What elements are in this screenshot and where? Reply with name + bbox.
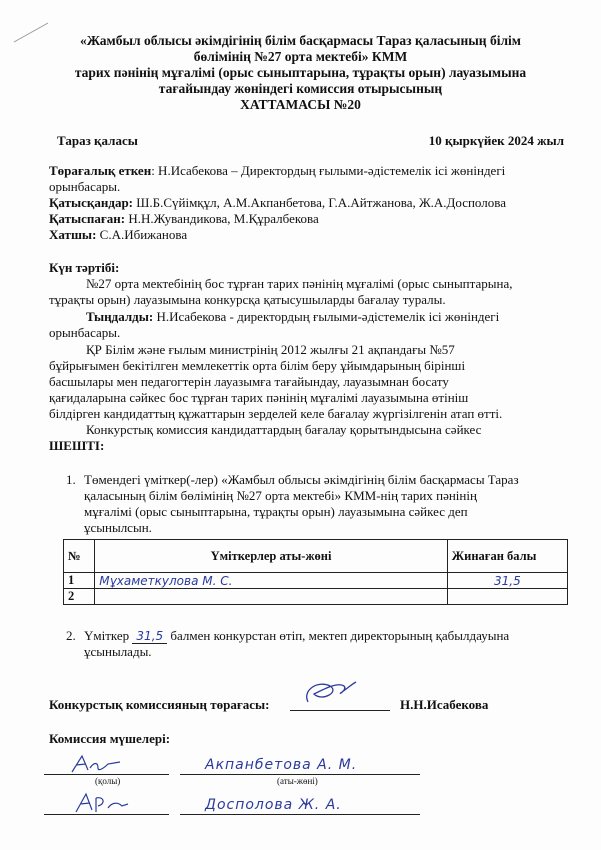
agenda-label: Күн тәртібі:: [49, 260, 120, 275]
item1-line2: қаласының білім бөлімінің №27 орта мектебі» КММ-нің тарих пәнінің: [84, 488, 477, 503]
row-score: 31,5: [447, 573, 567, 589]
member1-sign-line: [44, 774, 169, 775]
row-name: Мұхаметкулова М. С.: [95, 573, 447, 589]
date: 10 қыркүйек 2024 жыл: [428, 133, 564, 148]
sign-caption: (қолы): [95, 776, 121, 786]
item2-score: 31,5: [132, 629, 167, 644]
member2-signature: [72, 790, 132, 816]
agenda-p1-line2: тұрақты орын) лауазымына конкурсқа қатысушыларды бағалау туралы.: [49, 292, 446, 307]
row-number: 2: [64, 589, 95, 605]
present-label: Қатысқандар:: [49, 195, 134, 210]
header-title: ХАТТАМАСЫ №20: [240, 97, 361, 112]
member2-name: Досполова Ж. А.: [205, 797, 342, 813]
col-name-header: Үміткерлер аты-жөні: [95, 540, 447, 573]
chair-line-2: орынбасары.: [49, 179, 121, 194]
table-header-row: [64, 540, 568, 573]
header-line-4: тағайындау жөніндегі комиссия отырысының: [158, 81, 443, 96]
secretary-label: Хатшы:: [49, 227, 97, 242]
chair-signature-line: [290, 710, 390, 711]
chair-name: Н.Н.Исабекова: [400, 697, 489, 712]
heard-text: Н.Исабекова - директордың ғылыми-әдістемелік ісі жөніндегі: [153, 309, 500, 324]
member2-name-line: [180, 814, 420, 815]
col-score-header: Жинаған балы: [447, 540, 567, 573]
heard-line: [86, 309, 499, 324]
header-line-1: «Жамбыл облысы әкімдігінің білім басқармасы Тараз қаласының білім: [80, 33, 521, 48]
absent-label: Қатыспаған:: [49, 211, 126, 226]
heard-line-2: орынбасары.: [49, 325, 121, 340]
header-line-2: бөлімінің №27 орта мектебі» КММ: [193, 49, 408, 64]
agenda-p2-line2: бұйрығымен бекітілген мемлекеттік орта білім беру ұйымдарының бірінші: [49, 358, 466, 373]
item2-number: 2.: [66, 628, 76, 643]
secretary-line: [49, 227, 187, 242]
row-name: [95, 589, 447, 605]
item2-post: балмен конкурстан өтіп, мектеп директорының қабылдауына: [167, 628, 510, 643]
item2-line2: ұсынылады.: [84, 644, 152, 659]
chair-signature: [300, 676, 360, 710]
row-score: [447, 589, 567, 605]
item1-line1: Төмендегі үміткер(-лер) «Жамбыл облысы әкімдігінің білім басқармасы Тараз: [84, 472, 519, 487]
city: Тараз қаласы: [57, 133, 138, 148]
item2-pre: Үміткер: [84, 628, 133, 643]
header-line-3: тарих пәнінің мұғалімі (орыс сыныптарына, тұрақты орын) лауазымына: [74, 65, 527, 80]
chair-line: [49, 163, 505, 178]
decided-label: ШЕШТІ:: [49, 438, 105, 453]
table-row: [64, 589, 568, 605]
present-line: [49, 195, 506, 210]
chair-label: Төрағалық еткен: [49, 163, 152, 178]
member1-name: Акпанбетова А. М.: [205, 757, 358, 773]
item1-line4: ұсынылсын.: [84, 520, 152, 535]
table-row: [64, 573, 568, 589]
member1-signature: [68, 752, 128, 776]
candidates-table: [63, 539, 568, 605]
chair-signature-label: Конкурстық комиссияның төрағасы:: [49, 697, 270, 712]
present-text: Ш.Б.Сүйімқұл, А.М.Акпанбетова, Г.А.Айтжанова, Ж.А.Досполова: [133, 195, 506, 210]
col-number-header: №: [64, 540, 95, 573]
item1-number: 1.: [66, 472, 76, 487]
row-number: 1: [64, 573, 95, 589]
chair-text: : Н.Исабекова – Директордың ғылыми-әдістемелік ісі жөніндегі: [151, 163, 506, 178]
agenda-p3: Конкурстық комиссия кандидаттардың бағалау қорытындысына сәйкес: [86, 422, 482, 437]
absent-text: Н.Н.Жувандикова, М.Құралбекова: [125, 211, 319, 226]
agenda-p2-line4: қағидаларына сәйкес бос тұрған тарих пәнінің мұғалімі лауазымына өтініш: [49, 390, 469, 405]
item2-line1: [84, 628, 509, 644]
heard-label: Тыңдалды:: [86, 309, 154, 324]
member1-name-line: [180, 774, 420, 775]
agenda-p2-line5: білдірген кандидаттың құжаттарын зерделей келе бағалау жүргізілгенін атап өтті.: [49, 406, 503, 421]
secretary-text: С.А.Ибижанова: [96, 227, 188, 242]
absent-line: [49, 211, 319, 226]
item1-line3: мұғалімі (орыс сыныптарына, тұрақты орын) лауазымына сәйкес деп: [84, 504, 468, 519]
agenda-p2-line1: ҚР Білім және ғылым министрінің 2012 жылғы 21 ақпандағы №57: [86, 342, 455, 357]
agenda-p2-line3: басшылары мен педагогтерін лауазымға тағайындау, лауазымнан босату: [49, 374, 449, 389]
agenda-p1-line1: №27 орта мектебінің бос тұрған тарих пәнінің мұғалімі (орыс сыныптарына,: [86, 276, 513, 291]
name-caption: (аты-жөні): [277, 776, 318, 786]
members-label: Комиссия мүшелері:: [49, 731, 171, 746]
member2-sign-line: [44, 814, 169, 815]
